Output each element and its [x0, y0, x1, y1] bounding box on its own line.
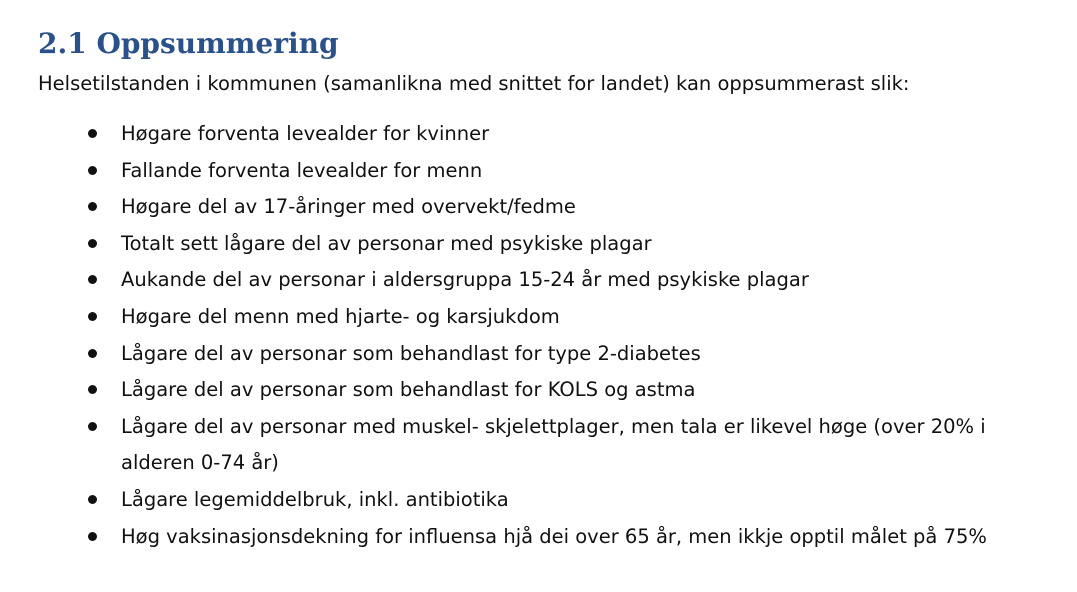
- bullet-dot-icon: [88, 239, 97, 248]
- list-item: [0, 519, 1031, 556]
- bullet-dot-icon: [88, 202, 97, 211]
- bullet-dot-icon: [88, 422, 97, 431]
- list-item: [0, 189, 1031, 226]
- list-item: [0, 153, 1031, 190]
- bullet-dot-icon: [88, 275, 97, 284]
- list-item-text: Høgare del av 17-åringer med overvekt/fedme: [121, 195, 576, 219]
- bullet-dot-icon: [88, 166, 97, 175]
- list-item-text: Lågare del av personar med muskel- skjelettplager, men tala er likevel høge (over 20% i alderen 0-74 år): [121, 414, 986, 475]
- bullet-dot-icon: [88, 532, 97, 541]
- list-item: [0, 116, 1031, 153]
- list-item-text: Høgare forventa levealder for kvinner: [121, 122, 490, 145]
- list-item-text: Totalt sett lågare del av personar med psykiske plagar: [121, 231, 652, 255]
- list-item: [0, 299, 1031, 336]
- list-item: [0, 482, 1031, 519]
- list-item-text: Høgare del menn med hjarte- og karsjukdom: [121, 304, 560, 328]
- bullet-dot-icon: [88, 129, 97, 138]
- list-item-text: Lågare legemiddelbruk, inkl. antibiotika: [121, 487, 509, 511]
- list-item: [0, 262, 1031, 299]
- list-item: [0, 372, 1031, 409]
- list-item: [0, 336, 1031, 373]
- bullet-dot-icon: [88, 312, 97, 321]
- list-item-text: Lågare del av personar som behandlast for KOLS og astma: [121, 378, 696, 402]
- list-item-text: Lågare del av personar som behandlast for type 2-diabetes: [121, 341, 701, 365]
- list-item-text: Aukande del av personar i aldersgruppa 15-24 år med psykiske plagar: [121, 268, 809, 292]
- list-item: [0, 409, 1031, 482]
- section-heading: 2.1 Oppsummering: [38, 27, 339, 60]
- intro-paragraph: Helsetilstanden i kommunen (samanlikna med snittet for landet) kan oppsummerast slik:: [38, 72, 910, 95]
- list-item-text: Høg vaksinasjonsdekning for influensa hjå dei over 65 år, men ikkje opptil målet på 75%: [121, 524, 987, 548]
- bullet-dot-icon: [88, 349, 97, 358]
- list-item: [0, 226, 1031, 263]
- list-item-text: Fallande forventa levealder for menn: [121, 158, 483, 182]
- bullet-dot-icon: [88, 385, 97, 394]
- summary-bullet-list: [0, 116, 1077, 555]
- bullet-dot-icon: [88, 495, 97, 504]
